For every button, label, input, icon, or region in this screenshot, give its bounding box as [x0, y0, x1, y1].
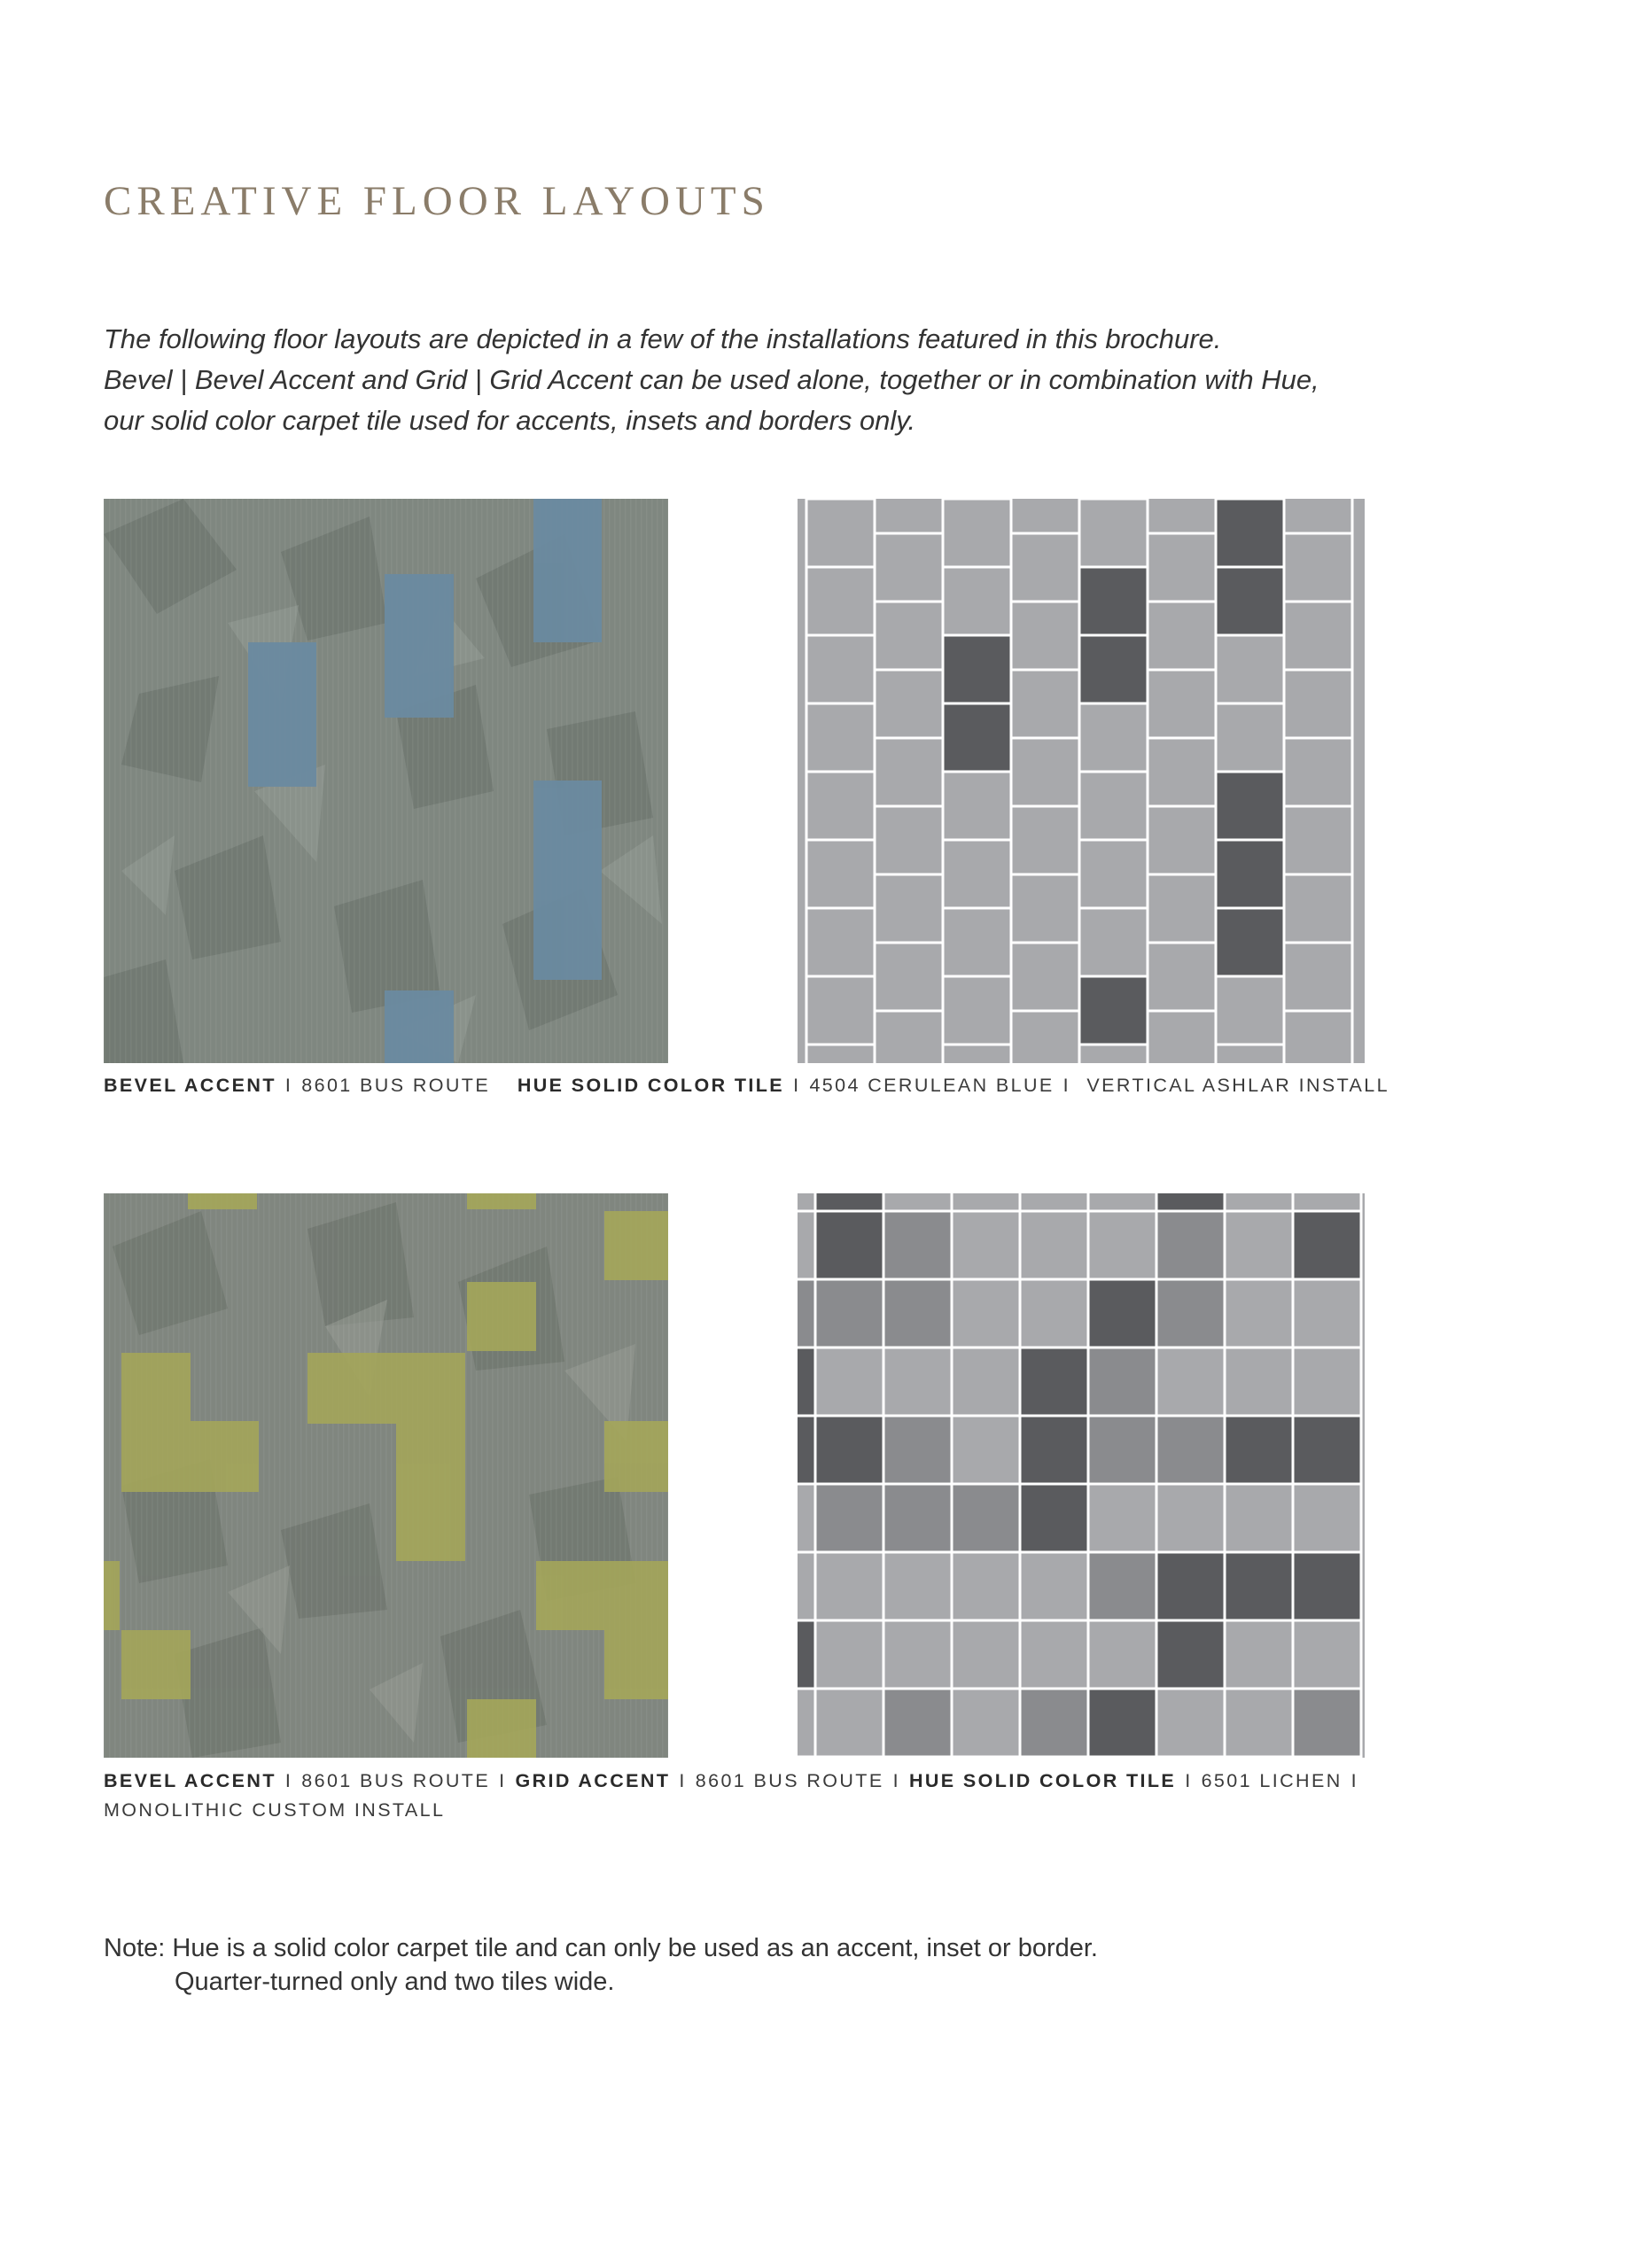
floor-tile [1020, 1193, 1088, 1211]
floor-tile [952, 1193, 1020, 1211]
floor-tile [1225, 1193, 1293, 1211]
floor-tile [952, 1484, 1020, 1552]
floor-tile [1079, 1045, 1148, 1063]
separator: I [1062, 1075, 1071, 1096]
layout2-caption [104, 1767, 1557, 1825]
floor-tile [875, 602, 943, 670]
floor-tile [1293, 1416, 1361, 1484]
floor-tile [815, 1484, 883, 1552]
floor-tile [1284, 738, 1352, 806]
floor-tile [875, 670, 943, 738]
floor-tile [1216, 908, 1284, 976]
separator: I [793, 1075, 801, 1096]
floor-tile [806, 703, 875, 772]
floor-tile [1079, 567, 1148, 635]
floor-tile [1284, 874, 1352, 943]
floor-tile [1148, 499, 1216, 533]
floor-tile [1079, 772, 1148, 840]
floor-tile [875, 499, 943, 533]
note [104, 1931, 1098, 1999]
floor-tile [1225, 1484, 1293, 1552]
floor-tile [875, 874, 943, 943]
floor-tile [1216, 635, 1284, 703]
intro-line: Bevel | Bevel Accent and Grid | Grid Accent can be used alone, together or in combination with Hue, [104, 364, 1319, 395]
note-line: Quarter-turned only and two tiles wide. [175, 1968, 615, 1996]
floor-tile [1020, 1620, 1088, 1689]
floor-tile [1225, 1211, 1293, 1279]
floor-tile [952, 1416, 1020, 1484]
floor-tile [943, 976, 1011, 1045]
floor-tile [1020, 1689, 1088, 1757]
install-method: MONOLITHIC CUSTOM INSTALL [104, 1799, 446, 1821]
floor-tile [806, 635, 875, 703]
floor-tile [1088, 1279, 1156, 1348]
caption-line [104, 1796, 1557, 1825]
floor-tile [1011, 943, 1079, 1011]
floor-tile [798, 1211, 815, 1279]
floor-tile [1088, 1193, 1156, 1211]
floor-tile [806, 976, 875, 1045]
floor-tile [1020, 1211, 1088, 1279]
floor-tile [1293, 1620, 1361, 1689]
floor-tile [798, 1620, 815, 1689]
product-name: HUE SOLID COLOR TILE [517, 1075, 785, 1096]
floor-tile [875, 943, 943, 1011]
floor-tile [952, 1279, 1020, 1348]
vertical-ashlar-diagram [798, 499, 1365, 1063]
floor-tile [1156, 1689, 1225, 1757]
floor-tile [806, 908, 875, 976]
floor-tile [1088, 1416, 1156, 1484]
product-name: GRID ACCENT [515, 1770, 671, 1791]
floor-tile [815, 1279, 883, 1348]
floor-tile [1088, 1484, 1156, 1552]
floor-tile [875, 533, 943, 602]
floor-tile [883, 1416, 952, 1484]
product-name: BEVEL ACCENT [104, 1075, 276, 1096]
caption-line [104, 1767, 1557, 1796]
floor-tile [798, 1484, 815, 1552]
floor-tile [815, 1193, 883, 1211]
color-name: 8601 BUS ROUTE [695, 1770, 884, 1791]
floor-tile [1011, 1011, 1079, 1063]
separator: I [284, 1770, 293, 1791]
floor-tile [815, 1416, 883, 1484]
floor-tile [875, 1011, 943, 1063]
floor-tile [1225, 1348, 1293, 1416]
floor-tile [1079, 635, 1148, 703]
floor-tile [1216, 499, 1284, 567]
separator: I [679, 1770, 687, 1791]
floor-tile [1284, 1011, 1352, 1063]
floor-tile [1020, 1552, 1088, 1620]
intro-line: The following floor layouts are depicted in a few of the installations featured in this brochure. [104, 323, 1222, 354]
floor-tile [806, 840, 875, 908]
floor-tile [952, 1552, 1020, 1620]
floor-tile [1293, 1193, 1361, 1211]
floor-tile [1011, 806, 1079, 874]
floor-tile [1293, 1552, 1361, 1620]
color-name: 8601 BUS ROUTE [301, 1075, 491, 1096]
floor-tile [952, 1211, 1020, 1279]
floor-tile [798, 1348, 815, 1416]
floor-tile [943, 703, 1011, 772]
floor-tile [883, 1211, 952, 1279]
separator: I [892, 1770, 900, 1791]
floor-tile [1148, 670, 1216, 738]
separator: I [1185, 1770, 1193, 1791]
floor-tile [1148, 874, 1216, 943]
caption-line [104, 1071, 1557, 1100]
floor-tile [798, 1552, 815, 1620]
product-name: HUE SOLID COLOR TILE [908, 1770, 1177, 1791]
floor-tile [1156, 1348, 1225, 1416]
floor-tile [952, 1620, 1020, 1689]
floor-tile [1079, 703, 1148, 772]
floor-tile [806, 499, 875, 567]
floor-tile [1284, 670, 1352, 738]
separator: I [1350, 1770, 1358, 1791]
floor-tile [798, 1279, 815, 1348]
floor-tile [952, 1689, 1020, 1757]
floor-tile [1088, 1211, 1156, 1279]
floor-tile [1284, 806, 1352, 874]
floor-tile [815, 1552, 883, 1620]
floor-tile [1225, 1620, 1293, 1689]
floor-tile [1216, 772, 1284, 840]
floor-tile [1216, 703, 1284, 772]
bevel-accent-cerulean-photo [104, 499, 668, 1063]
floor-tile [1216, 567, 1284, 635]
product-name: BEVEL ACCENT [104, 1770, 276, 1791]
floor-tile [1088, 1552, 1156, 1620]
floor-tile [815, 1211, 883, 1279]
floor-tile [943, 772, 1011, 840]
floor-tile [1284, 943, 1352, 1011]
floor-tile [943, 567, 1011, 635]
floor-tile [1011, 533, 1079, 602]
separator: I [284, 1075, 293, 1096]
floor-tile [1088, 1689, 1156, 1757]
floor-tile [1148, 738, 1216, 806]
floor-tile [1225, 1416, 1293, 1484]
floor-tile [883, 1552, 952, 1620]
floor-tile [815, 1348, 883, 1416]
floor-tile [943, 840, 1011, 908]
color-name: 4504 CERULEAN BLUE [809, 1075, 1055, 1096]
floor-tile [1156, 1279, 1225, 1348]
floor-tile [943, 499, 1011, 567]
floor-tile [1216, 976, 1284, 1045]
floor-tile [1293, 1348, 1361, 1416]
floor-tile [952, 1348, 1020, 1416]
floor-tile [806, 772, 875, 840]
floor-tile [1079, 976, 1148, 1045]
floor-tile [815, 1689, 883, 1757]
install-method: VERTICAL ASHLAR INSTALL [1086, 1075, 1389, 1096]
intro-line: our solid color carpet tile used for accents, insets and borders only. [104, 405, 916, 436]
floor-tile [1148, 1011, 1216, 1063]
floor-tile [943, 635, 1011, 703]
separator: I [499, 1770, 507, 1791]
floor-tile [883, 1348, 952, 1416]
floor-tile [806, 567, 875, 635]
floor-tile [943, 908, 1011, 976]
floor-tile [1088, 1348, 1156, 1416]
layout1-caption [104, 1071, 1557, 1100]
floor-tile [1216, 840, 1284, 908]
floor-tile [883, 1620, 952, 1689]
floor-tile [815, 1620, 883, 1689]
note-line: Note: Hue is a solid color carpet tile and can only be used as an accent, inset or border. [104, 1934, 1098, 1962]
floor-tile [1225, 1279, 1293, 1348]
floor-tile [1079, 840, 1148, 908]
floor-tile [883, 1193, 952, 1211]
floor-tile [1284, 499, 1352, 533]
floor-tile [1225, 1689, 1293, 1757]
bevel-grid-lichen-photo [104, 1193, 668, 1758]
color-name: 6501 LICHEN [1201, 1770, 1343, 1791]
floor-tile [883, 1689, 952, 1757]
floor-tile [1148, 602, 1216, 670]
floor-tile [1284, 533, 1352, 602]
floor-tile [1156, 1211, 1225, 1279]
floor-tile [1293, 1484, 1361, 1552]
floor-tile [883, 1484, 952, 1552]
floor-tile [1225, 1552, 1293, 1620]
floor-tile [1011, 499, 1079, 533]
floor-tile [1156, 1193, 1225, 1211]
floor-tile [1011, 670, 1079, 738]
floor-tile [1079, 499, 1148, 567]
floor-tile [1156, 1416, 1225, 1484]
floor-tile [1156, 1552, 1225, 1620]
floor-tile [883, 1279, 952, 1348]
floor-tile [1020, 1484, 1088, 1552]
floor-tile [1020, 1348, 1088, 1416]
floor-tile [1216, 1045, 1284, 1063]
floor-tile [798, 1689, 815, 1757]
floor-tile [1011, 738, 1079, 806]
floor-tile [1156, 1484, 1225, 1552]
floor-tile [1293, 1689, 1361, 1757]
floor-tile [1020, 1416, 1088, 1484]
floor-tile [943, 1045, 1011, 1063]
floor-tile [1148, 533, 1216, 602]
floor-tile [1088, 1620, 1156, 1689]
floor-tile [1020, 1279, 1088, 1348]
color-name: 8601 BUS ROUTE [301, 1770, 491, 1791]
floor-tile [1284, 602, 1352, 670]
floor-tile [798, 1416, 815, 1484]
floor-tile [1011, 602, 1079, 670]
intro-paragraph [104, 319, 1522, 441]
floor-tile [806, 1045, 875, 1063]
floor-tile [1148, 943, 1216, 1011]
floor-tile [798, 1193, 815, 1211]
floor-tile [875, 738, 943, 806]
monolithic-grid-diagram [798, 1193, 1365, 1758]
floor-tile [1011, 874, 1079, 943]
floor-tile [1293, 1279, 1361, 1348]
page-title: CREATIVE FLOOR LAYOUTS [104, 178, 770, 224]
floor-tile [1079, 908, 1148, 976]
floor-tile [1293, 1211, 1361, 1279]
floor-tile [875, 806, 943, 874]
floor-tile [1148, 806, 1216, 874]
floor-tile [1156, 1620, 1225, 1689]
